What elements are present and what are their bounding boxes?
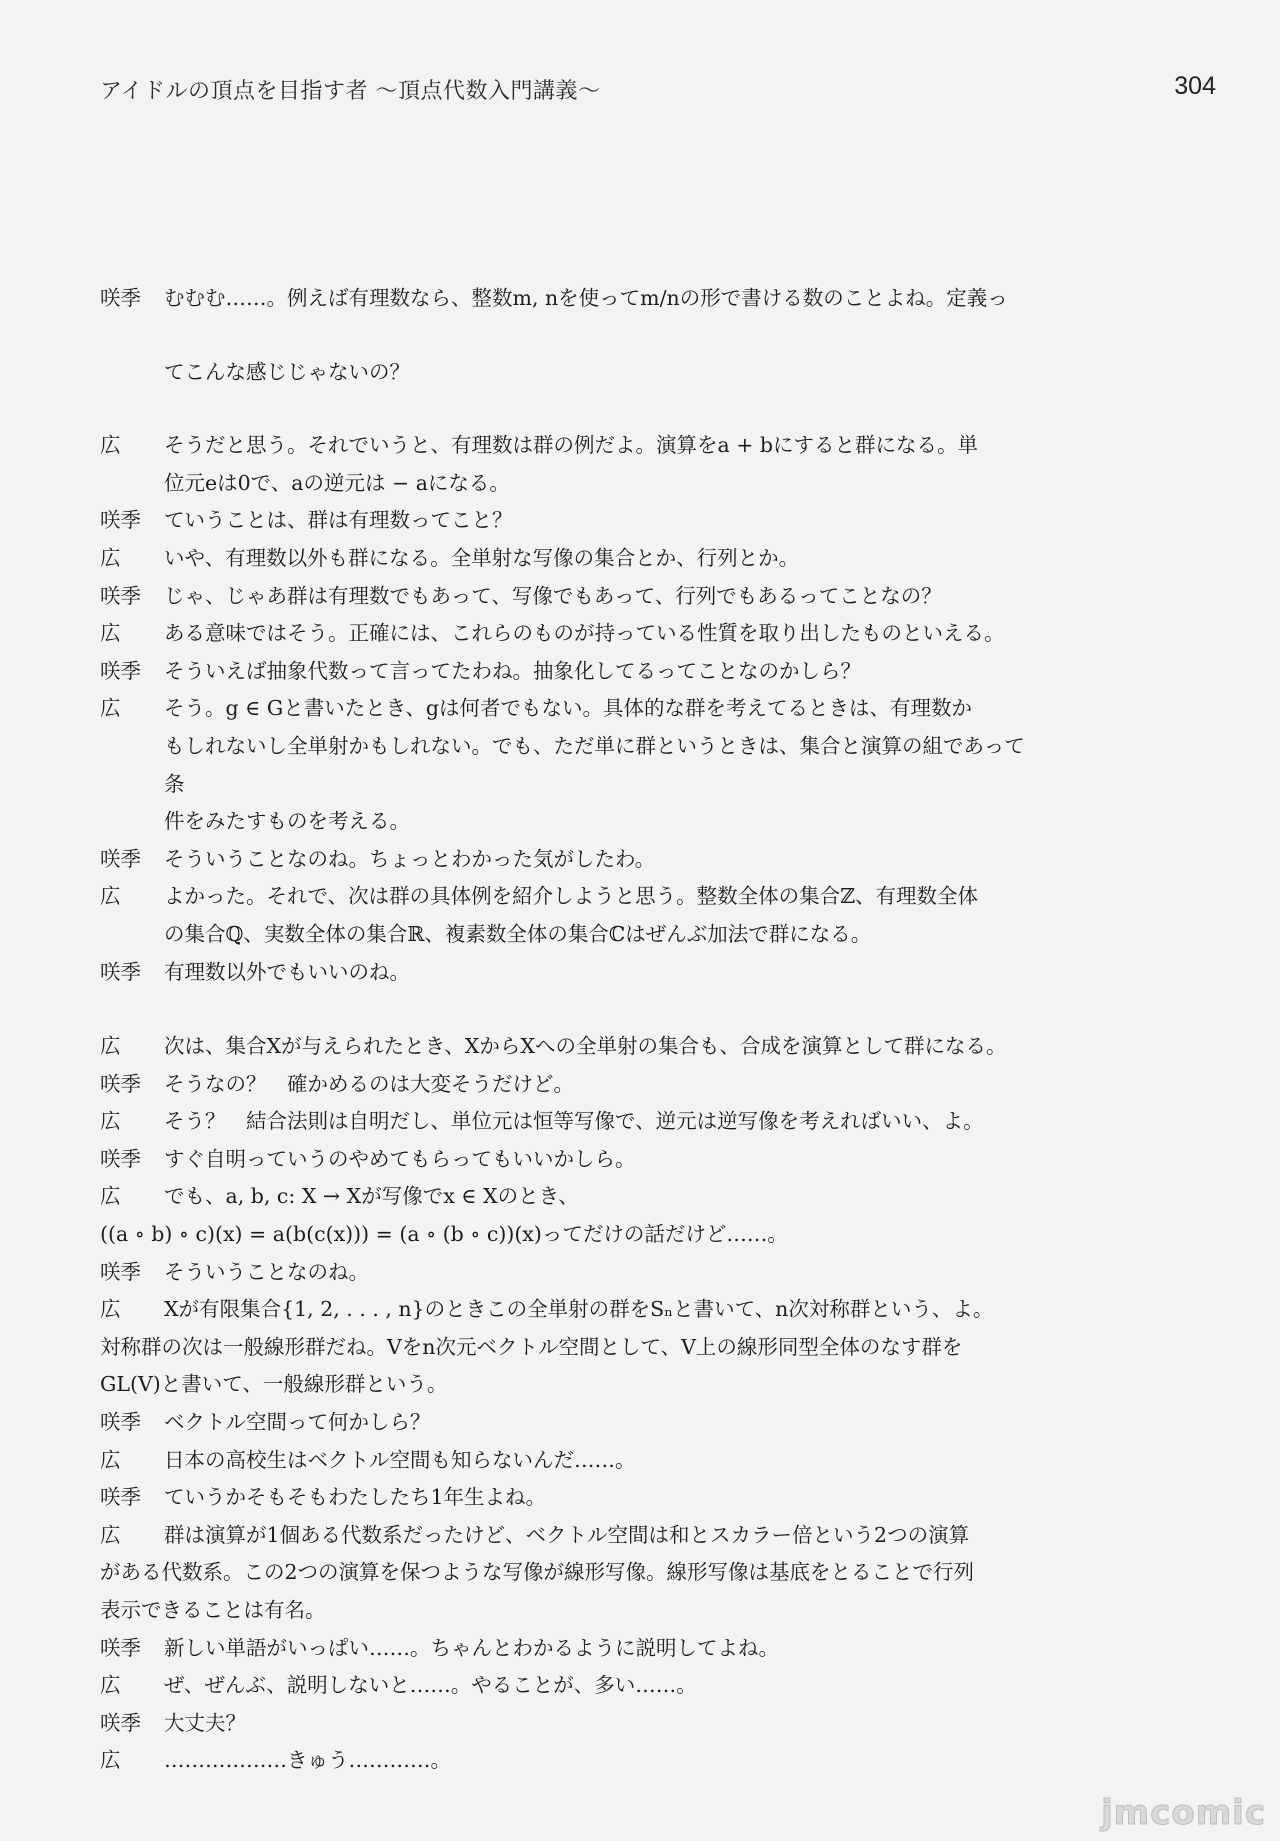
speaker-label: 咲季 <box>100 286 141 310</box>
speaker-label: 咲季 <box>100 1410 141 1435</box>
speaker-label: 広 <box>100 433 121 458</box>
dialogue-line <box>100 1630 1025 1668</box>
speaker-label: 広 <box>100 696 121 721</box>
dialogue-text: 件をみたすものを考える。 <box>164 809 410 834</box>
dialogue-line <box>100 1329 1025 1367</box>
speaker-label: 広 <box>100 545 121 570</box>
dialogue-line <box>100 1103 1025 1141</box>
dialogue-text: そういうことなのね。ちょっとわかった気がしたわ。 <box>164 846 656 871</box>
speaker-label: 広 <box>100 1673 121 1698</box>
dialogue-continuation: 対称群の次は一般線形群だね。Vをn次元ベクトル空間として、V上の線形同型全体のなす群を <box>100 1334 963 1359</box>
speaker-label: 広 <box>100 1297 121 1322</box>
dialogue-line <box>100 1404 1025 1442</box>
dialogue-continuation: 表示できることは有名。 <box>100 1598 326 1622</box>
dialogue-text: でも、a, b, c: X → Xが写像でx ∈ Xのとき、 <box>164 1184 579 1209</box>
dialogue-line <box>100 1592 1025 1630</box>
dialogue-line <box>100 1178 1025 1216</box>
dialogue-text: ぜ、ぜんぶ、説明しないと……。やることが、多い……。 <box>164 1673 697 1698</box>
dialogue-text: すぐ自明っていうのやめてもらってもいいかしら。 <box>164 1146 636 1171</box>
dialogue-text: そういうことなのね。 <box>164 1259 369 1284</box>
speaker-label: 広 <box>100 621 121 646</box>
dialogue-line <box>100 1028 1025 1066</box>
speaker-label: 広 <box>100 884 121 909</box>
dialogue-text: 有理数以外でもいいのね。 <box>164 959 410 984</box>
dialogue-text: そうなの？ 確かめるのは大変そうだけど。 <box>164 1071 574 1096</box>
dialogue-line <box>100 578 1025 616</box>
dialogue-text: ………………きゅう…………。 <box>164 1748 451 1773</box>
dialogue-continuation: がある代数系。この2つの演算を保つような写像が線形写像。線形写像は基底をとることで行列 <box>100 1560 975 1585</box>
dialogue-line <box>100 1667 1025 1705</box>
dialogue-text: ていうことは、群は有理数ってこと？ <box>164 508 513 533</box>
dialogue-line <box>100 1479 1025 1517</box>
speaker-label: 咲季 <box>100 1710 141 1735</box>
dialogue-line <box>100 1442 1025 1480</box>
speaker-label: 咲季 <box>100 1146 141 1171</box>
dialogue-line <box>100 878 1025 916</box>
dialogue-line <box>100 1291 1025 1329</box>
dialogue-text: 新しい単語がいっぱい……。ちゃんとわかるように説明してよね。 <box>164 1635 779 1660</box>
dialogue-line <box>100 1141 1025 1179</box>
speaker-label: 咲季 <box>100 1259 141 1284</box>
dialogue-text: むむむ……。例えば有理数なら、整数m, nを使ってm/nの形で書ける数のことよね。定義っ <box>164 286 1008 310</box>
dialogue-line <box>100 354 1025 392</box>
dialogue-line <box>100 465 1025 503</box>
dialogue-text: そういえば抽象代数って言ってたわね。抽象化してるってことなのかしら？ <box>164 658 861 683</box>
dialogue-text: 位元eは0で、aの逆元は − aになる。 <box>164 470 510 495</box>
dialogue-continuation: GL(V)と書いて、一般線形群という。 <box>100 1372 448 1397</box>
dialogue-text: ていうかそもそもわたしたち1年生よね。 <box>164 1485 547 1510</box>
dialogue-text: 日本の高校生はベクトル空間も知らないんだ……。 <box>164 1447 636 1472</box>
dialogue-line <box>100 728 1025 803</box>
speaker-label: 咲季 <box>100 1635 141 1660</box>
speaker-label: 咲季 <box>100 1485 141 1510</box>
dialogue-line <box>100 841 1025 879</box>
dialogue-body <box>100 280 1025 1780</box>
dialogue-line <box>100 1066 1025 1104</box>
speaker-label: 広 <box>100 1522 121 1547</box>
speaker-label: 広 <box>100 1034 121 1059</box>
watermark-logo: jmcomic <box>1101 1793 1266 1833</box>
speaker-label: 咲季 <box>100 658 141 683</box>
dialogue-text: 大丈夫？ <box>164 1710 246 1735</box>
running-title: アイドルの頂点を目指す者 〜頂点代数入門講義〜 <box>100 79 601 104</box>
dialogue-text: てこんな感じじゃないの？ <box>164 359 410 384</box>
dialogue-text: ある意味ではそう。正確には、これらのものが持っている性質を取り出したものといえる。 <box>164 621 1005 646</box>
speaker-label: 咲季 <box>100 583 141 608</box>
page-number: 304 <box>1174 72 1216 100</box>
dialogue-line <box>100 1254 1025 1292</box>
dialogue-line <box>100 653 1025 691</box>
dialogue-text: の集合ℚ、実数全体の集合ℝ、複素数全体の集合ℂはぜんぶ加法で群になる。 <box>164 921 872 946</box>
dialogue-line <box>100 280 1025 318</box>
speaker-label: 咲季 <box>100 508 141 533</box>
dialogue-text: ベクトル空間って何かしら？ <box>164 1410 431 1435</box>
speaker-label: 咲季 <box>100 1071 141 1096</box>
speaker-label: 広 <box>100 1184 121 1209</box>
dialogue-text: よかった。それで、次は群の具体例を紹介しようと思う。整数全体の集合ℤ、有理数全体 <box>164 884 979 909</box>
dialogue-line <box>100 1742 1025 1780</box>
dialogue-line <box>100 954 1025 992</box>
dialogue-text: もしれないし全単射かもしれない。でも、ただ単に群というときは、集合と演算の組であって条 <box>164 733 1025 796</box>
speaker-label: 広 <box>100 1109 121 1134</box>
dialogue-line <box>100 502 1025 540</box>
speaker-label: 咲季 <box>100 846 141 871</box>
dialogue-text: じゃ、じゃあ群は有理数でもあって、写像でもあって、行列でもあるってことなの？ <box>164 583 942 608</box>
dialogue-line <box>100 803 1025 841</box>
dialogue-text: 群は演算が1個ある代数系だったけど、ベクトル空間は和とスカラー倍という2つの演算 <box>164 1522 970 1547</box>
equation-line: ((a ∘ b) ∘ c)(x) = a(b(c(x))) = (a ∘ (b ∘ c))(x)ってだけの話だけど……。 <box>100 1222 788 1247</box>
speaker-label: 咲季 <box>100 959 141 984</box>
dialogue-line <box>100 1705 1025 1743</box>
dialogue-text: Xが有限集合{1, 2, . . . , n}のときこの全単射の群をSₙと書いて、n次対称群という、よ。 <box>164 1297 994 1322</box>
dialogue-line <box>100 540 1025 578</box>
dialogue-text: いや、有理数以外も群になる。全単射な写像の集合とか、行列とか。 <box>164 545 800 570</box>
speaker-label: 広 <box>100 1748 121 1773</box>
dialogue-text: そう。g ∈ Gと書いたとき、gは何者でもない。具体的な群を考えてるときは、有理数か <box>164 696 973 721</box>
dialogue-line <box>100 615 1025 653</box>
dialogue-line <box>100 690 1025 728</box>
dialogue-line <box>100 1554 1025 1592</box>
dialogue-text: 次は、集合Xが与えられたとき、XからXへの全単射の集合も、合成を演算として群になる。 <box>164 1034 1007 1059</box>
dialogue-line <box>100 916 1025 954</box>
dialogue-text: そう？ 結合法則は自明だし、単位元は恒等写像で、逆元は逆写像を考えればいい、よ。 <box>164 1109 984 1134</box>
dialogue-text: そうだと思う。それでいうと、有理数は群の例だよ。演算をa + bにすると群になる。単 <box>164 433 979 458</box>
dialogue-line <box>100 427 1025 465</box>
dialogue-line <box>100 1366 1025 1404</box>
dialogue-line <box>100 1517 1025 1555</box>
dialogue-line <box>100 1216 1025 1254</box>
speaker-label: 広 <box>100 1447 121 1472</box>
